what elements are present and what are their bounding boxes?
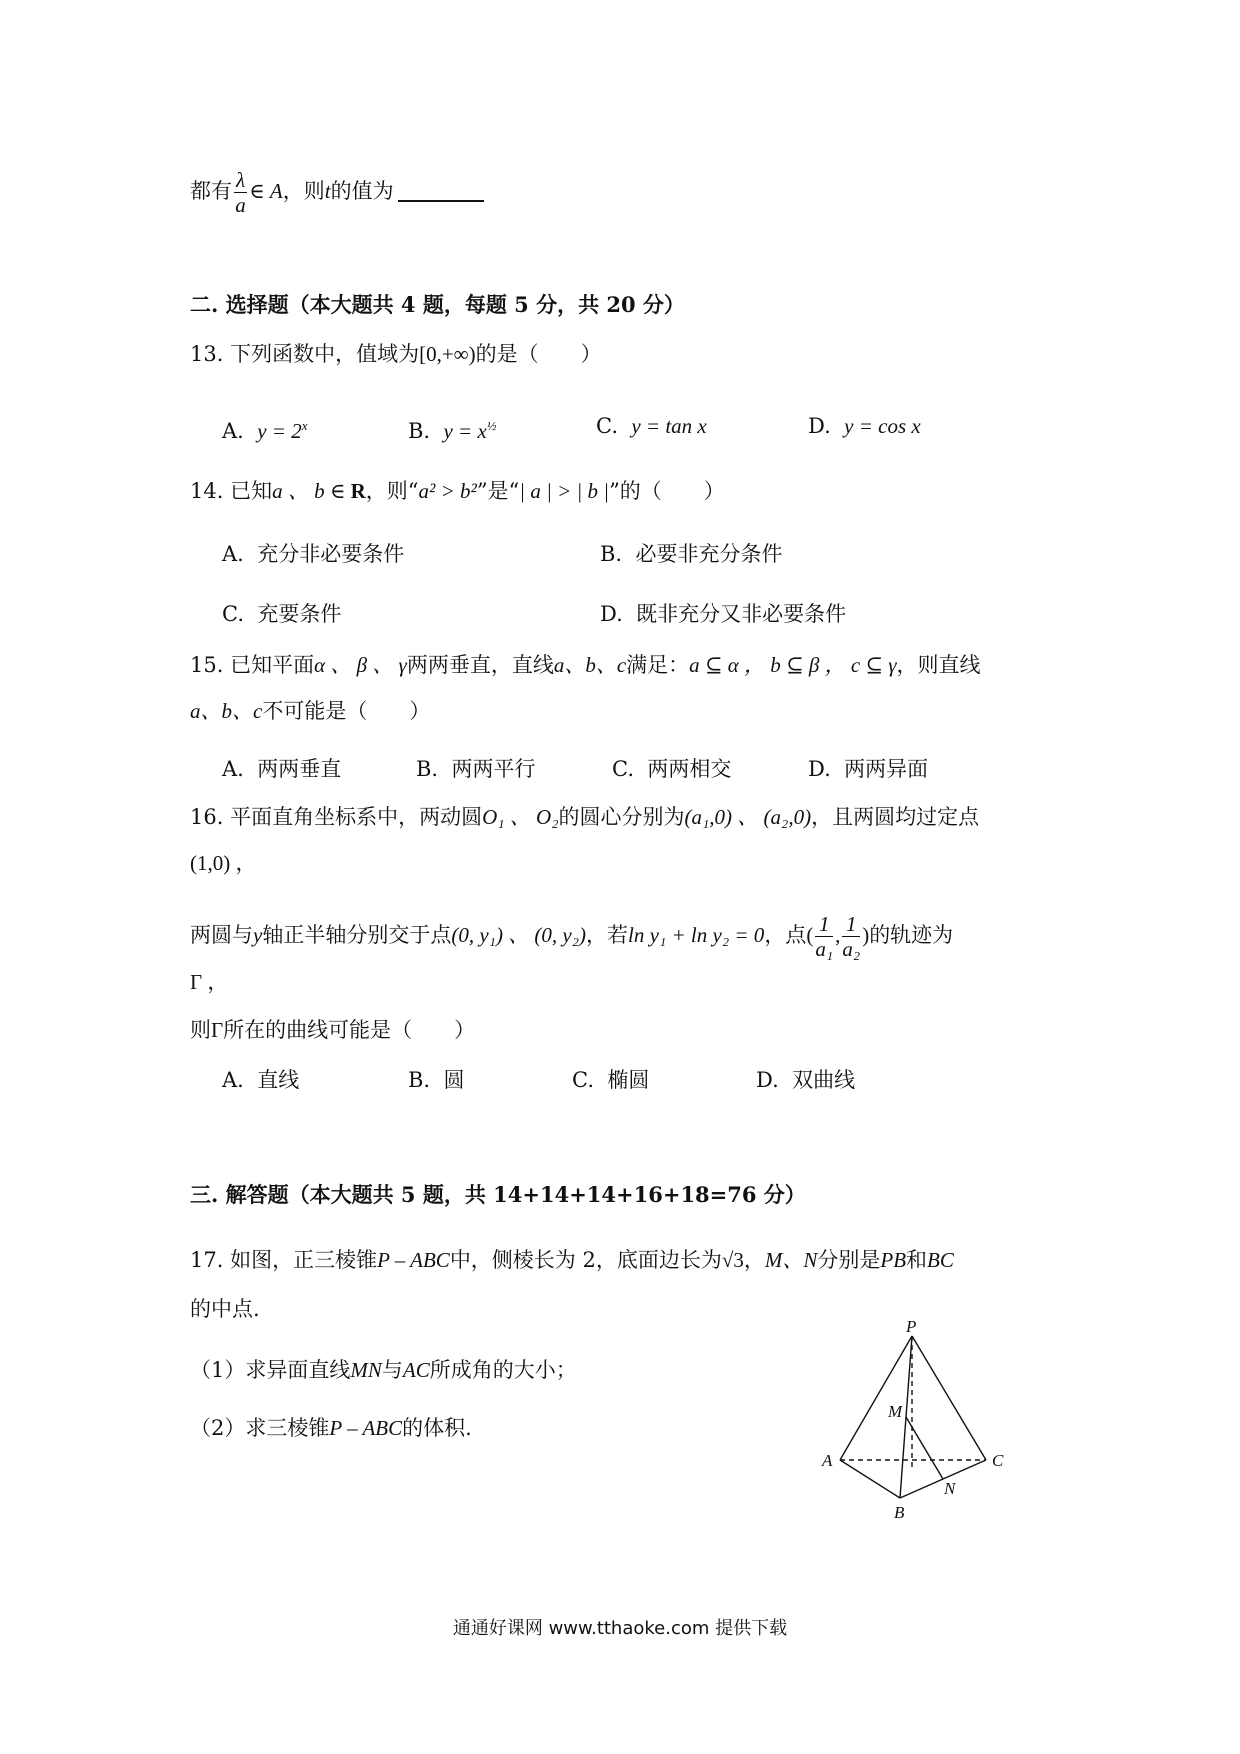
page-footer: 通通好课网 www.tthaoke.com 提供下载 xyxy=(452,1618,788,1639)
q17-and: 和 xyxy=(906,1248,928,1272)
q13-text-b: 的是（ ） xyxy=(475,342,602,366)
q14-stem xyxy=(190,477,725,505)
q15-line2-text: 不可能是（ ） xyxy=(262,699,431,723)
option-text: 既非充分又非必要条件 xyxy=(636,602,847,626)
q14-real-set: R xyxy=(350,479,366,503)
option-label: B. xyxy=(408,419,431,443)
option-label: C. xyxy=(222,602,244,626)
q13-text-a: 13. 下列函数中，值域为 xyxy=(190,342,420,366)
option-text: 椭圆 xyxy=(607,1068,650,1092)
option-text: 两两垂直 xyxy=(257,757,342,781)
q12-in-a: ∈ A xyxy=(249,179,283,203)
q14-option-a xyxy=(222,540,404,568)
q17-text-c: ， xyxy=(743,1248,765,1272)
option-label: D. xyxy=(808,414,831,438)
option-text: 充要条件 xyxy=(257,602,342,626)
label-a: A xyxy=(822,1451,833,1470)
q13-option-a xyxy=(222,412,307,445)
option-label: C. xyxy=(572,1068,594,1092)
q17-part1-ac: AC xyxy=(402,1358,430,1382)
q16-text-3e: 的轨迹为 xyxy=(869,923,954,947)
answer-blank xyxy=(398,200,484,202)
q14-option-c xyxy=(222,600,341,628)
option-label: B. xyxy=(416,757,439,781)
q12-t: t xyxy=(324,179,331,203)
q16-text-3c: ，若 xyxy=(586,923,629,947)
frac-numerator: λ xyxy=(236,168,246,192)
frac-numerator: 1 xyxy=(815,912,833,937)
section3-heading: 三. 解答题（本大题共 5 题，共 14+14+14+16+18=76 分） xyxy=(190,1182,806,1207)
q17-bc: BC xyxy=(927,1248,954,1272)
lambda-over-a-fraction xyxy=(234,168,247,217)
q15-text-d: ，则直线 xyxy=(896,653,981,677)
q15-option-c xyxy=(612,755,731,783)
q17-sqrt3: √3 xyxy=(721,1248,744,1272)
q17-mn: M、N xyxy=(764,1248,818,1272)
option-text: 充分非必要条件 xyxy=(257,542,405,566)
q13-option-b xyxy=(408,412,497,445)
q16-frac-2 xyxy=(842,912,860,961)
q16-text-c: ，且两圆均过定点 xyxy=(811,805,980,829)
q16-stem-line1 xyxy=(190,803,979,831)
q16-ln-condition: ln y₁ + ln y₂ = 0 xyxy=(628,923,765,947)
q17-pb: PB xyxy=(880,1248,907,1272)
q14-text-d: ”的（ ） xyxy=(609,479,725,503)
option-text: 两两相交 xyxy=(647,757,732,781)
q13-option-d xyxy=(808,412,921,440)
option-text: 圆 xyxy=(443,1068,465,1092)
pyramid-figure xyxy=(810,1318,1040,1528)
q15-conds: a ⊆ α ， b ⊆ β ， c ⊆ γ xyxy=(689,653,897,677)
q15-line2-vars: a、b、c xyxy=(190,699,263,723)
q15-text-a: 15. 已知平面 xyxy=(190,653,315,677)
option-expr: y = cos x xyxy=(844,414,921,438)
q14-option-d xyxy=(600,600,846,628)
q15-text-c: 满足： xyxy=(626,653,690,677)
q12-suffix: 的值为 xyxy=(330,179,394,203)
q17-text-a: 17. 如图，正三棱锥 xyxy=(190,1248,378,1272)
edge-pa xyxy=(840,1336,912,1460)
q15-option-b xyxy=(416,755,535,783)
q17-part1 xyxy=(190,1356,577,1384)
frac-denominator: a₁ xyxy=(815,937,834,961)
q16-text-5a: 则 xyxy=(190,1018,211,1042)
q17-part2-pyramid: P – ABC xyxy=(329,1416,403,1440)
option-text: 直线 xyxy=(257,1068,300,1092)
q14-text-a: 14. 已知 xyxy=(190,479,273,503)
q16-text-3b: 轴正半轴分别交于点 xyxy=(262,923,452,947)
q16-y: y xyxy=(253,923,263,947)
q16-text-3a: 两圆与 xyxy=(190,923,253,947)
option-expr: y = tan x xyxy=(631,414,707,438)
frac-denominator: a₂ xyxy=(842,937,861,961)
q16-option-c xyxy=(572,1066,649,1094)
q15-option-a xyxy=(222,755,341,783)
q17-stem-line1 xyxy=(190,1246,954,1274)
frac-denominator: a xyxy=(235,193,246,217)
option-label: B. xyxy=(600,542,623,566)
q16-text-3d: ，点 xyxy=(764,923,807,947)
q16-option-a xyxy=(222,1066,299,1094)
option-label: C. xyxy=(612,757,634,781)
option-label: B. xyxy=(408,1068,431,1092)
q16-text-5b: 所在的曲线可能是（ ） xyxy=(223,1018,476,1042)
q17-text-b: 中，侧棱长为 2，底面边长为 xyxy=(449,1248,722,1272)
q17-part1-c: 所成角的大小； xyxy=(429,1358,577,1382)
option-text: 两两平行 xyxy=(451,757,536,781)
q16-stem-line2: (1,0) ， xyxy=(190,851,257,875)
q14-vars: a 、 b ∈ xyxy=(272,479,351,503)
q16-stem-line3: 两圆与y轴正半轴分别交于点(0, y₁) 、 (0, y₂)，若ln y₁ + ln y₂ = 0，点( $\frac{1}{\text{a₁}}$ , $\frac{1}{\text{a₂}}$ )的轨迹为 xyxy=(190,912,954,961)
q16-centers: (a₁,0) 、 (a₂,0) xyxy=(684,805,812,829)
option-label: D. xyxy=(808,757,831,781)
q17-pyramid: P – ABC xyxy=(377,1248,450,1272)
option-text: 两两异面 xyxy=(844,757,929,781)
q15-stem-line2 xyxy=(190,697,430,725)
label-p: P xyxy=(906,1318,917,1336)
q13-stem xyxy=(190,340,602,368)
option-label: A. xyxy=(222,1068,244,1092)
label-n: N xyxy=(944,1479,956,1498)
q17-text-d: 分别是 xyxy=(817,1248,881,1272)
option-label: A. xyxy=(222,542,244,566)
q16-text-a: 16. 平面直角坐标系中，两动圆 xyxy=(190,805,483,829)
label-c: C xyxy=(992,1451,1004,1470)
option-sup: ½ xyxy=(486,418,497,433)
option-label: A. xyxy=(222,757,244,781)
edge-ab xyxy=(840,1460,900,1498)
q16-text-b: 的圆心分别为 xyxy=(558,805,685,829)
label-m: M xyxy=(888,1402,903,1421)
q16-stem-line5 xyxy=(190,1016,475,1044)
q15-planes: α 、 β 、 γ xyxy=(314,653,407,677)
q17-stem-line2: 的中点. xyxy=(190,1297,260,1321)
option-label: C. xyxy=(596,414,618,438)
q16-stem-line4: Γ ， xyxy=(190,970,229,994)
q15-lines: a、b、c xyxy=(553,653,627,677)
q15-text-b: 两两垂直，直线 xyxy=(406,653,554,677)
q12-comma: ，则 xyxy=(282,179,325,203)
q16-points: (0, y₁) 、 (0, y₂) xyxy=(451,923,587,947)
q16-option-d xyxy=(756,1066,855,1094)
option-label: D. xyxy=(600,602,623,626)
section2-heading: 二. 选择题（本大题共 4 题，每题 5 分，共 20 分） xyxy=(190,292,685,317)
q17-part1-mn: MN xyxy=(350,1358,382,1382)
q17-part1-b: 与 xyxy=(381,1358,403,1382)
option-sup: x xyxy=(301,418,308,433)
option-label: D. xyxy=(756,1068,779,1092)
q13-interval: [0,+∞) xyxy=(419,342,476,366)
q13-option-c xyxy=(596,412,707,440)
q15-option-d xyxy=(808,755,928,783)
q14-cond2: | a | > | b | xyxy=(519,479,610,503)
q16-circles: O₁ 、 O₂ xyxy=(482,805,559,829)
q16-frac-1 xyxy=(815,912,833,961)
option-expr: y = x xyxy=(443,419,487,443)
option-text: 必要非充分条件 xyxy=(635,542,783,566)
q14-option-b xyxy=(600,540,782,568)
q14-cond1: a² > b² xyxy=(418,479,477,503)
q17-part2 xyxy=(190,1414,472,1442)
q14-text-c: ”是“ xyxy=(476,479,520,503)
option-expr: y = 2 xyxy=(257,419,302,443)
option-text: 双曲线 xyxy=(792,1068,856,1092)
q12-prefix: 都有 xyxy=(190,179,232,203)
q15-stem-line1 xyxy=(190,651,981,679)
q17-part1-a: （1）求异面直线 xyxy=(190,1358,351,1382)
frac-numerator: 1 xyxy=(842,912,860,937)
label-b: B xyxy=(894,1503,905,1522)
q16-gamma: Γ xyxy=(211,1018,224,1042)
edge-pc xyxy=(912,1336,986,1460)
q12-tail-line xyxy=(190,168,484,217)
q17-part2-a: （2）求三棱锥 xyxy=(190,1416,330,1440)
q17-part2-b: 的体积. xyxy=(402,1416,472,1440)
q16-option-b xyxy=(408,1066,464,1094)
option-label: A. xyxy=(222,419,244,443)
q14-text-b: ，则“ xyxy=(365,479,419,503)
